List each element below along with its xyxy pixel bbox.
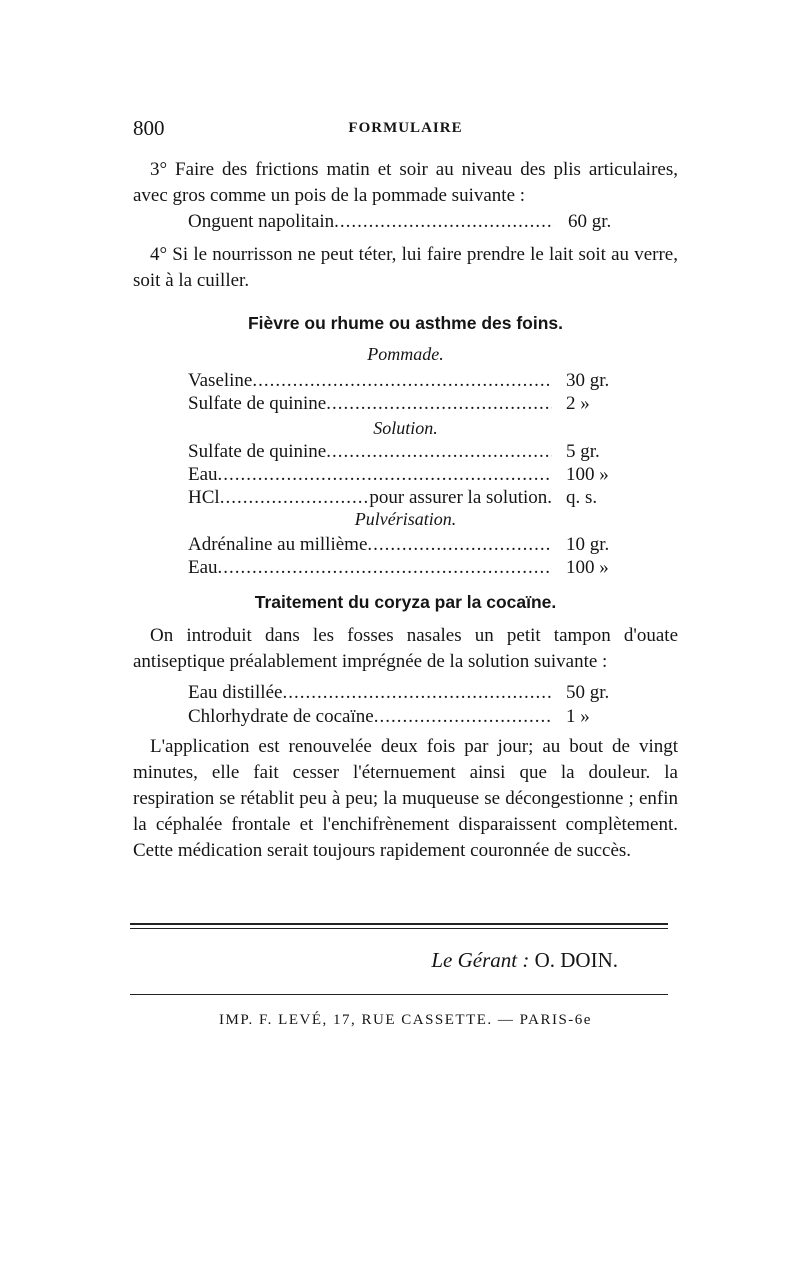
recipe-line-sulfate-pommade (188, 392, 648, 416)
printer-imprint: IMP. F. LEVÉ, 17, RUE CASSETTE. — PARIS-6e (219, 1012, 592, 1028)
subheading-pommade: Pommade. (367, 344, 444, 364)
subheading-solution: Solution. (373, 418, 438, 438)
dot-leader (326, 440, 552, 464)
ingredient-qty: 2 » (566, 393, 590, 414)
paragraph-coryza-body: L'application est renouvelée deux fois par jour; au bout de vingt minutes, elle fait cesser l'éternuement ainsi que la douleur. la respiration se rétablit peu à peu; la muqueuse se décongestionne ; enfin la céphalée frontale et l'enchifrènement disparaissent complètement. Cette médication serait toujours rapidement couronnée de succès. (133, 736, 678, 861)
recipe-line-eau-distillee (188, 681, 648, 705)
dot-leader (252, 369, 552, 393)
recipe-line-chlorhydrate (188, 705, 648, 729)
ingredient-qty: 10 gr. (566, 534, 610, 555)
gerant-label: Le Gérant : (431, 948, 530, 972)
section-heading-coryza: Traitement du coryza par la cocaïne. (254, 592, 557, 612)
ingredient-name: Chlorhydrate de cocaïne (188, 706, 374, 727)
dot-leader (374, 705, 552, 729)
paragraph-item-3: 3° Faire des frictions matin et soir au niveau des plis articulaires, avec gros comme un pois de la pommade suivante : (133, 159, 678, 206)
ingredient-name: Eau (188, 464, 218, 485)
dot-leader (218, 463, 552, 487)
ingredient-name: Sulfate de quinine (188, 393, 327, 414)
page-header (133, 116, 678, 146)
ingredient-qty: 100 » (566, 557, 609, 578)
ingredient-name: Vaseline (188, 370, 253, 391)
ingredient-qty: 30 gr. (566, 370, 610, 391)
dot-leader (218, 556, 552, 580)
subheading-pulverisation: Pulvérisation. (354, 509, 457, 529)
dot-leader (282, 681, 552, 705)
ingredient-qty: 5 gr. (566, 441, 600, 462)
recipe-line-adrenaline (188, 533, 648, 557)
single-rule-divider (130, 994, 668, 995)
double-rule-divider (130, 923, 668, 929)
dot-leader (367, 533, 552, 557)
signature-line (133, 948, 618, 973)
ingredient-name: Eau (188, 557, 218, 578)
ingredient-name: Sulfate de quinine (188, 441, 327, 462)
dot-leader (334, 210, 554, 234)
page-number: 800 (133, 116, 165, 140)
ingredient-name: Adrénaline au millième (188, 534, 368, 555)
ingredient-qty: 60 gr. (568, 211, 612, 232)
paragraph-coryza-intro: On introduit dans les fosses nasales un petit tampon d'ouate antiseptique préalablement imprégnée de la solution suivante : (133, 625, 678, 672)
dot-leader (326, 392, 552, 416)
recipe-line-eau-solution (188, 463, 648, 487)
ingredient-qty: 1 » (566, 706, 590, 727)
recipe-line-eau-pulverisation (188, 556, 648, 580)
ingredient-qty: 50 gr. (566, 682, 610, 703)
ingredient-name: Eau distillée (188, 682, 283, 703)
recipe-line-vaseline (188, 369, 648, 393)
recipe-line-hcl (188, 486, 648, 510)
running-title: FORMULAIRE (348, 120, 463, 136)
paragraph-item-4: 4° Si le nourrisson ne peut téter, lui faire prendre le lait soit au verre, soit à la cuiller. (133, 244, 678, 291)
ingredient-qty: q. s. (566, 487, 598, 508)
ingredient-qty: 100 » (566, 464, 609, 485)
gerant-name: O. DOIN. (534, 948, 618, 972)
ingredient-name: HCl (188, 487, 220, 508)
ingredient-note: pour assurer la solution. (369, 487, 552, 508)
recipe-line-sulfate-solution (188, 440, 648, 464)
dot-leader (220, 486, 370, 510)
recipe-line-onguent (188, 210, 650, 234)
ingredient-name: Onguent napolitain (188, 211, 335, 232)
section-heading-fievre: Fièvre ou rhume ou asthme des foins. (247, 313, 564, 333)
